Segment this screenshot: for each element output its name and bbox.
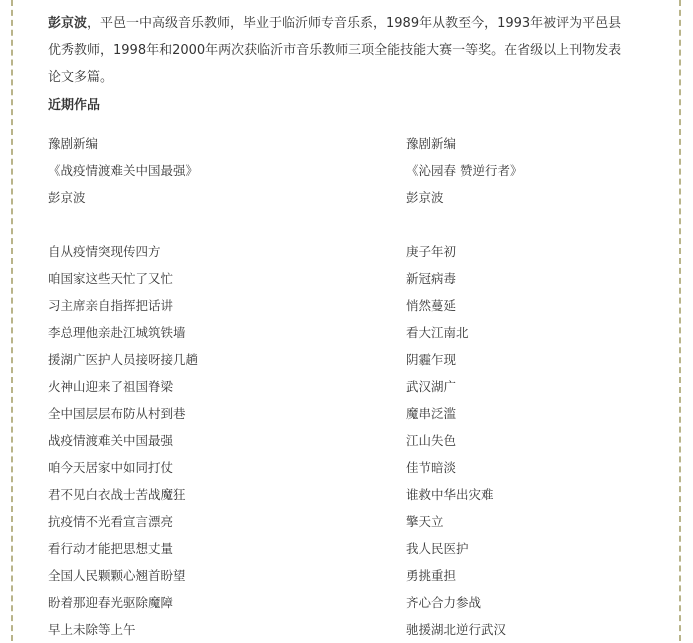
- poem-line: 彭京波: [48, 190, 86, 205]
- poem-line: 战疫情渡难关中国最强: [48, 433, 174, 448]
- poem-line: 新冠病毒: [406, 271, 457, 286]
- poem-line: 齐心合力参战: [406, 595, 482, 610]
- poem-line: 君不见白衣战士苦战魔狂: [48, 487, 186, 502]
- dashed-border-right: [679, 0, 681, 641]
- poem-line: 擎天立: [406, 514, 444, 529]
- poem-line: 驰援湖北逆行武汉: [406, 622, 507, 637]
- poem-right-column: [406, 130, 676, 643]
- poem-line: 援湖广医护人员接呀接几趟: [48, 352, 199, 367]
- poem-line: 咱国家这些天忙了又忙: [48, 271, 174, 286]
- poem-line: 李总理他亲赴江城筑铁墙: [48, 325, 186, 340]
- poem-line: 阴霾乍现: [406, 352, 457, 367]
- poem-line: 谁救中华出灾难: [406, 487, 494, 502]
- poem-line: 看行动才能把思想丈量: [48, 541, 174, 556]
- poem-line: 抗疫情不光看宣言漂亮: [48, 514, 174, 529]
- poem-line: 全中国层层布防从村到巷: [48, 406, 186, 421]
- poem-line: 《沁园春 赞逆行者》: [406, 163, 523, 178]
- poem-line: 《战疫情渡难关中国最强》: [48, 163, 199, 178]
- poem-line: 豫剧新编: [406, 136, 457, 151]
- poem-line: 盼着那迎春光驱除魔障: [48, 595, 174, 610]
- dashed-border-left: [11, 0, 13, 641]
- poem-left-column: [48, 130, 318, 643]
- poem-line: 自从疫情突现传四方: [48, 244, 161, 259]
- poem-line: 勇挑重担: [406, 568, 457, 583]
- poem-line: 武汉湖广: [406, 379, 457, 394]
- poem-line: 庚子年初: [406, 244, 457, 259]
- section-title: 近期作品: [48, 98, 101, 113]
- poem-line: 习主席亲自指挥把话讲: [48, 298, 174, 313]
- poem-line: 悄然蔓延: [406, 298, 457, 313]
- poem-line: 我人民医护: [406, 541, 469, 556]
- poem-line: 咱今天居家中如同打仗: [48, 460, 174, 475]
- poem-line: 江山失色: [406, 433, 457, 448]
- poem-line: 豫剧新编: [48, 136, 99, 151]
- poem-line: 全国人民颗颗心翘首盼望: [48, 568, 186, 583]
- poem-line: 看大江南北: [406, 325, 469, 340]
- poem-line: 早上未除等上午: [48, 622, 136, 637]
- poem-line: 火神山迎来了祖国脊梁: [48, 379, 174, 394]
- author-bio: ，平邑一中高级音乐教师，毕业于临沂师专音乐系，1989年从教至今，1993年被评为平邑县优秀教师，1998年和2000年两次获临沂市音乐教师三项全能技能大赛一等奖。在省级以上刊物发表论文多篇。: [48, 16, 622, 85]
- poem-line: [48, 211, 318, 238]
- author-name: 彭京波: [48, 16, 88, 31]
- poem-line: 彭京波: [406, 190, 444, 205]
- poem-line: 佳节暗淡: [406, 460, 457, 475]
- poem-line: [406, 211, 676, 238]
- poem-line: 魔串泛滥: [406, 406, 457, 421]
- author-intro: [48, 10, 628, 91]
